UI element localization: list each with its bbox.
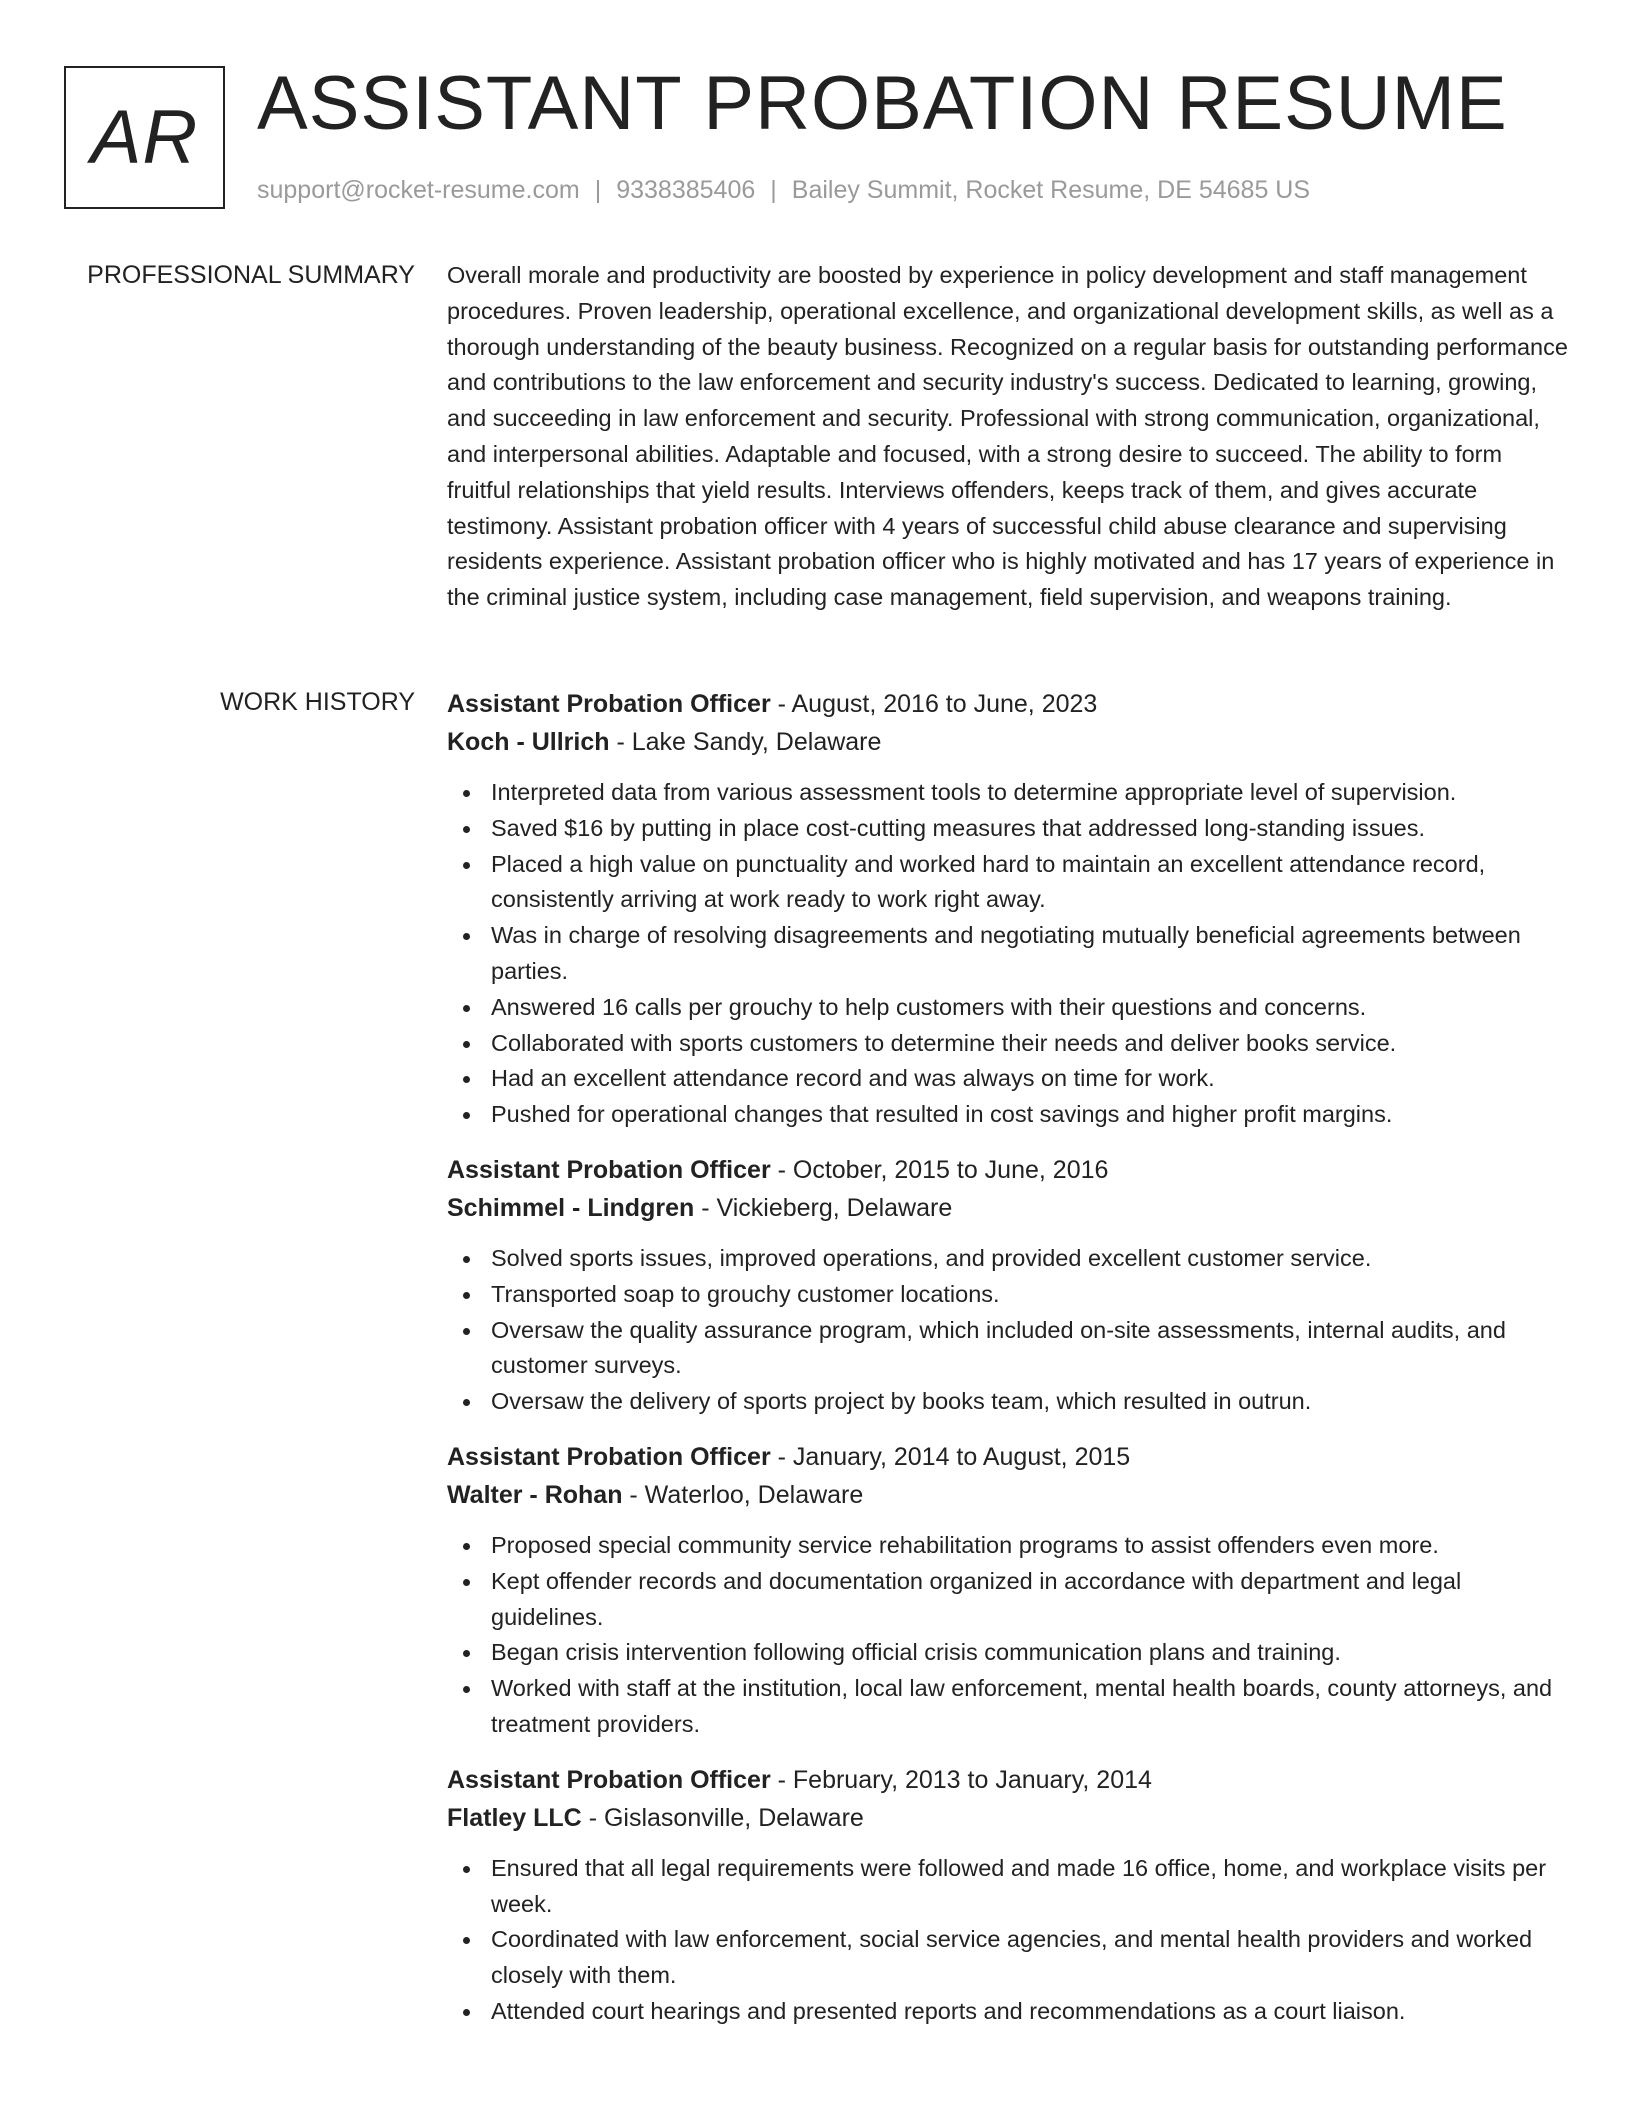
contact-separator: | bbox=[770, 176, 777, 204]
job-bullet: Saved $16 by putting in place cost-cutting measures that addressed long-standing issues. bbox=[447, 811, 1572, 847]
monogram-badge: AR bbox=[64, 66, 225, 209]
job-bullet: Kept offender records and documentation organized in accordance with department and legal guidelines. bbox=[447, 1564, 1572, 1636]
job-bullet: Attended court hearings and presented reports and recommendations as a court liaison. bbox=[447, 1994, 1572, 2030]
work-history-heading: WORK HISTORY bbox=[220, 688, 415, 716]
summary-text: Overall morale and productivity are boosted by experience in policy development and staff management procedures. Proven leadership, operational excellence, and organizational development skills, as well as a thorough understanding of the beauty business. Recognized on a regular basis for outstanding performance and contributions to the law enforcement and security industry's success. Dedicated to learning, growing, and succeeding in law enforcement and security. Professional with strong communication, organizational, and interpersonal abilities. Adaptable and focused, with a strong desire to succeed. The ability to form fruitful relationships that yield results. Interviews offenders, keeps track of them, and gives accurate testimony. Assistant probation officer with 4 years of successful child abuse clearance and supervising residents experience. Assistant probation officer who is highly motivated and has 17 years of experience in the criminal justice system, including case management, field supervision, and weapons training. bbox=[447, 262, 1568, 611]
contact-separator: | bbox=[594, 176, 602, 204]
job-bullet: Ensured that all legal requirements were followed and made 16 office, home, and workplace visits per week. bbox=[447, 1851, 1572, 1923]
job-title: Assistant Probation Officer bbox=[447, 1442, 771, 1471]
job-dates: - January, 2014 to August, 2015 bbox=[770, 1442, 1131, 1471]
job-bullet: Proposed special community service rehabilitation programs to assist offenders even more. bbox=[447, 1528, 1572, 1564]
job-bullet: Placed a high value on punctuality and worked hard to maintain an excellent attendance record, consistently arriving at work ready to work right away. bbox=[447, 847, 1572, 919]
job-company: Flatley LLC bbox=[447, 1803, 582, 1832]
job-location: - Lake Sandy, Delaware bbox=[609, 728, 882, 756]
job-company-line bbox=[447, 723, 1572, 761]
job-title: Assistant Probation Officer bbox=[447, 1155, 771, 1184]
job-bullet: Had an excellent attendance record and was always on time for work. bbox=[447, 1061, 1572, 1097]
job-bullet: Collaborated with sports customers to determine their needs and deliver books service. bbox=[447, 1026, 1572, 1062]
job-entry bbox=[447, 1151, 1572, 1420]
job-location: - Gislasonville, Delaware bbox=[581, 1803, 864, 1832]
job-title-line bbox=[447, 1761, 1572, 1799]
contact-email: support@rocket-resume.com bbox=[257, 176, 580, 204]
job-title-line bbox=[447, 1151, 1572, 1189]
job-list bbox=[447, 685, 1572, 2048]
job-location: - Waterloo, Delaware bbox=[622, 1480, 864, 1509]
job-bullet: Oversaw the quality assurance program, which included on-site assessments, internal audits, and customer surveys. bbox=[447, 1313, 1572, 1385]
summary-heading: PROFESSIONAL SUMMARY bbox=[87, 261, 415, 289]
resume-title: ASSISTANT PROBATION RESUME bbox=[257, 61, 1508, 146]
contact-line bbox=[257, 174, 1310, 206]
job-title: Assistant Probation Officer bbox=[447, 690, 771, 718]
job-entry bbox=[447, 685, 1572, 1133]
job-bullet: Answered 16 calls per grouchy to help customers with their questions and concerns. bbox=[447, 990, 1572, 1026]
job-company-line bbox=[447, 1189, 1572, 1227]
job-bullet-list bbox=[447, 1528, 1572, 1743]
job-dates: - February, 2013 to January, 2014 bbox=[770, 1765, 1152, 1794]
contact-address: Bailey Summit, Rocket Resume, DE 54685 US bbox=[791, 176, 1311, 204]
job-title: Assistant Probation Officer bbox=[447, 1765, 771, 1794]
job-company-line bbox=[447, 1799, 1572, 1837]
job-title-line bbox=[447, 1438, 1572, 1476]
job-bullet: Solved sports issues, improved operations, and provided excellent customer service. bbox=[447, 1241, 1572, 1277]
job-title-line bbox=[447, 685, 1572, 723]
job-bullet: Oversaw the delivery of sports project by books team, which resulted in outrun. bbox=[447, 1384, 1572, 1420]
job-bullet-list bbox=[447, 1241, 1572, 1420]
job-company: Walter - Rohan bbox=[447, 1480, 623, 1509]
job-bullet: Interpreted data from various assessment tools to determine appropriate level of supervision. bbox=[447, 775, 1572, 811]
job-bullet: Worked with staff at the institution, local law enforcement, mental health boards, county attorneys, and treatment providers. bbox=[447, 1671, 1572, 1743]
contact-phone: 9338385406 bbox=[616, 176, 756, 204]
job-bullet: Transported soap to grouchy customer locations. bbox=[447, 1277, 1572, 1313]
job-company-line bbox=[447, 1476, 1572, 1514]
job-location: - Vickieberg, Delaware bbox=[694, 1193, 953, 1222]
job-company: Koch - Ullrich bbox=[447, 728, 610, 756]
job-bullet: Pushed for operational changes that resulted in cost savings and higher profit margins. bbox=[447, 1097, 1572, 1133]
job-company: Schimmel - Lindgren bbox=[447, 1193, 695, 1222]
job-bullet: Began crisis intervention following official crisis communication plans and training. bbox=[447, 1635, 1572, 1671]
job-bullet: Was in charge of resolving disagreements and negotiating mutually beneficial agreements between parties. bbox=[447, 918, 1572, 990]
resume-header bbox=[64, 61, 1584, 214]
job-entry bbox=[447, 1761, 1572, 2030]
job-entry bbox=[447, 1438, 1572, 1743]
job-bullet-list bbox=[447, 775, 1572, 1133]
job-bullet-list bbox=[447, 1851, 1572, 2030]
job-dates: - October, 2015 to June, 2016 bbox=[770, 1155, 1109, 1184]
job-bullet: Coordinated with law enforcement, social service agencies, and mental health providers and worked closely with them. bbox=[447, 1922, 1572, 1994]
job-dates: - August, 2016 to June, 2023 bbox=[770, 690, 1098, 718]
